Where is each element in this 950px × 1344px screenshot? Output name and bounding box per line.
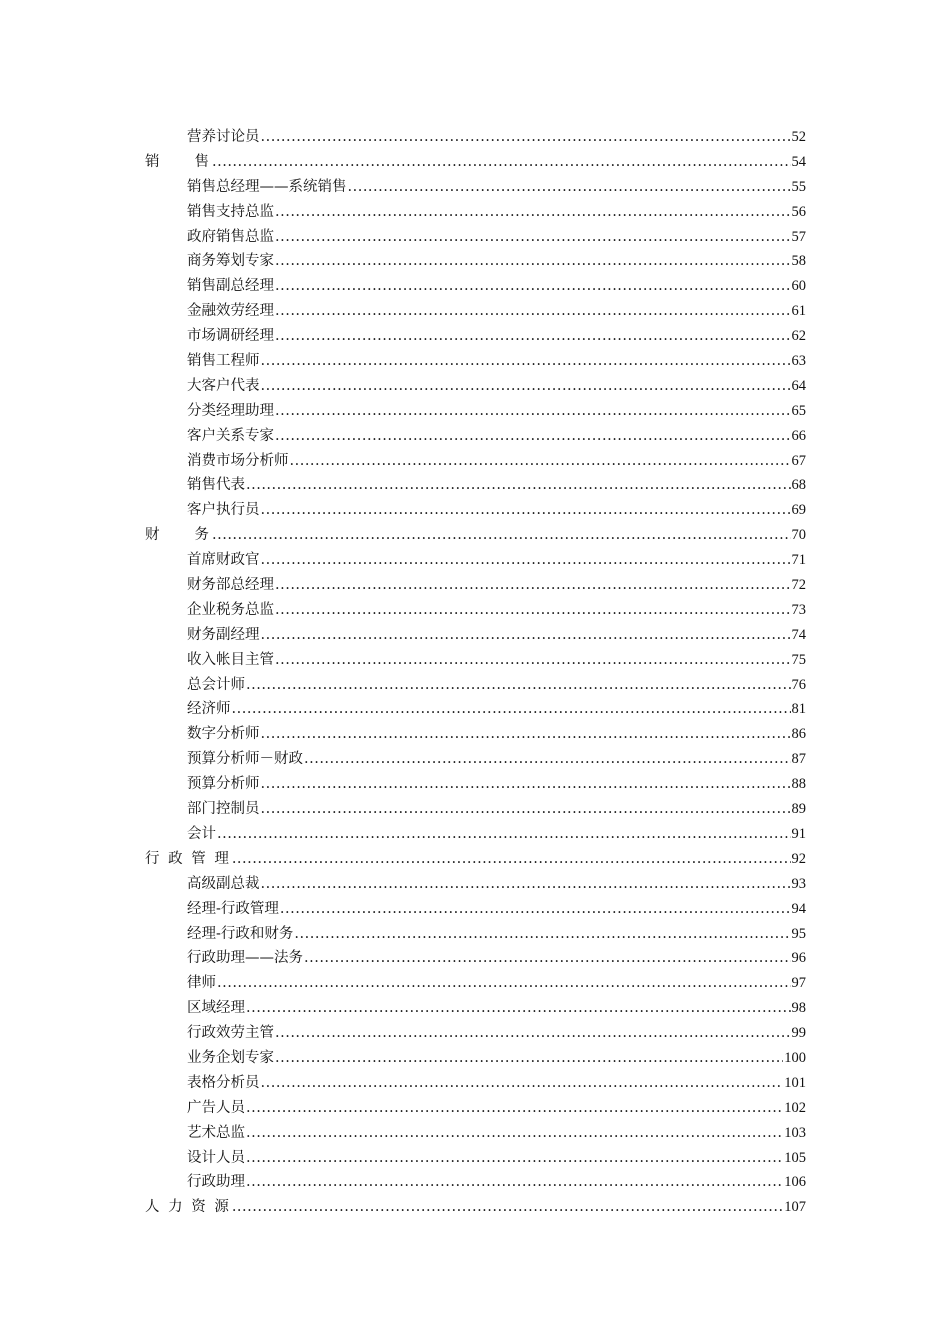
dot-leader (261, 498, 791, 523)
toc-entry[interactable] (145, 697, 806, 722)
toc-page-number: 102 (784, 1099, 806, 1116)
dot-leader (217, 822, 791, 847)
toc-entry-label: 业务企划专家 (187, 1049, 274, 1066)
toc-entry-label: 区域经理 (187, 1000, 245, 1017)
toc-entry-label: 预算分析师 (187, 776, 260, 793)
toc-page-number: 75 (791, 651, 806, 668)
dot-leader (304, 747, 791, 772)
toc-page-number: 74 (791, 626, 806, 643)
toc-entry[interactable] (145, 399, 806, 424)
dot-leader (275, 299, 791, 324)
toc-page-number: 105 (784, 1149, 806, 1166)
dot-leader (246, 996, 791, 1021)
toc-entry-label: 艺术总监 (187, 1124, 245, 1141)
toc-entry-label: 销售支持总监 (187, 203, 274, 220)
toc-entry-label: 人 力 资 源 (145, 1199, 231, 1216)
toc-entry-label: 客户执行员 (187, 502, 260, 519)
toc-entry-label: 经理-行政和财务 (187, 925, 294, 942)
toc-entry[interactable] (145, 225, 806, 250)
toc-entry[interactable] (145, 299, 806, 324)
toc-page-number: 61 (791, 303, 806, 320)
toc-entry-label: 律师 (187, 975, 216, 992)
toc-entry[interactable] (145, 349, 806, 374)
dot-leader (261, 374, 791, 399)
toc-page-number: 72 (791, 577, 806, 594)
toc-entry[interactable] (145, 747, 806, 772)
dot-leader (275, 1021, 791, 1046)
toc-entry[interactable] (145, 797, 806, 822)
toc-entry[interactable] (145, 498, 806, 523)
toc-entry-label: 经济师 (187, 701, 231, 718)
toc-entry-label: 行政助理——法务 (187, 950, 303, 967)
toc-entry[interactable] (145, 1146, 806, 1171)
toc-entry[interactable] (145, 449, 806, 474)
toc-entry-label: 行政助理 (187, 1174, 245, 1191)
toc-page-number: 106 (784, 1174, 806, 1191)
dot-leader (246, 673, 791, 698)
dot-leader (275, 424, 791, 449)
toc-entry-label: 表格分析员 (187, 1074, 260, 1091)
toc-entry[interactable] (145, 872, 806, 897)
toc-entry-label: 营养讨论员 (187, 129, 260, 145)
toc-page-number: 103 (784, 1124, 806, 1141)
dot-leader (232, 697, 791, 722)
toc-entry-label: 销 售 (145, 153, 211, 170)
toc-entry[interactable] (145, 1046, 806, 1071)
dot-leader (261, 1071, 784, 1096)
toc-page-number: 107 (784, 1199, 806, 1216)
dot-leader (275, 249, 791, 274)
toc-entry[interactable] (145, 897, 806, 922)
dot-leader (261, 623, 791, 648)
toc-section-heading[interactable] (145, 150, 806, 175)
toc-entry[interactable] (145, 573, 806, 598)
dot-leader (232, 847, 791, 872)
toc-page-number: 65 (791, 402, 806, 419)
toc-entry-label: 总会计师 (187, 676, 245, 693)
toc-page-number: 70 (791, 527, 806, 544)
toc-entry-label: 企业税务总监 (187, 601, 274, 618)
dot-leader (280, 897, 791, 922)
toc-entry[interactable] (145, 822, 806, 847)
toc-entry-label: 广告人员 (187, 1099, 245, 1116)
toc-entry[interactable] (145, 922, 806, 947)
dot-leader (246, 1121, 783, 1146)
dot-leader (275, 598, 791, 623)
dot-leader (246, 473, 791, 498)
toc-entry-label: 销售代表 (187, 477, 245, 494)
toc-page-number: 64 (791, 377, 806, 394)
dot-leader (275, 200, 791, 225)
toc-entry-label: 设计人员 (187, 1149, 245, 1166)
toc-page-number: 86 (791, 726, 806, 743)
toc-page-number: 99 (791, 1025, 806, 1042)
toc-entry-label: 数字分析师 (187, 726, 260, 743)
dot-leader (246, 1096, 783, 1121)
toc-page-number: 95 (791, 925, 806, 942)
toc-entry-label: 分类经理助理 (187, 402, 274, 419)
toc-page-number: 81 (791, 701, 806, 718)
toc-entry[interactable] (145, 598, 806, 623)
dot-leader (261, 772, 791, 797)
toc-entry-label: 政府销售总监 (187, 228, 274, 245)
toc-page-number: 68 (791, 477, 806, 494)
dot-leader (275, 225, 791, 250)
toc-entry-label: 大客户代表 (187, 377, 260, 394)
toc-page-number: 52 (791, 129, 806, 145)
toc-section-heading[interactable] (145, 523, 806, 548)
toc-page-number: 57 (791, 228, 806, 245)
toc-page-number: 98 (791, 1000, 806, 1017)
toc-entry-label: 高级副总裁 (187, 875, 260, 892)
toc-page-number: 67 (791, 452, 806, 469)
toc-entry-label: 客户关系专家 (187, 427, 274, 444)
toc-page-number: 71 (791, 552, 806, 569)
dot-leader (261, 797, 791, 822)
toc-entry[interactable] (145, 175, 806, 200)
toc-entry-label: 销售副总经理 (187, 278, 274, 295)
toc-entry-label: 财 务 (145, 527, 211, 544)
dot-leader (275, 1046, 783, 1071)
toc-entry-label: 消费市场分析师 (187, 452, 289, 469)
toc-entry[interactable] (145, 722, 806, 747)
dot-leader (261, 349, 791, 374)
dot-leader (275, 274, 791, 299)
dot-leader (217, 971, 791, 996)
toc-entry-label: 收入帐目主管 (187, 651, 274, 668)
toc-entry-label: 销售总经理——系统销售 (187, 178, 347, 195)
toc-page-number: 73 (791, 601, 806, 618)
dot-leader (348, 175, 791, 200)
toc-entry-label: 财务副经理 (187, 626, 260, 643)
toc-section-heading[interactable] (145, 847, 806, 872)
toc-page-number: 100 (784, 1049, 806, 1066)
toc-page-number: 97 (791, 975, 806, 992)
toc-page-number: 69 (791, 502, 806, 519)
toc-entry-label: 市场调研经理 (187, 328, 274, 345)
toc-page-number: 55 (791, 178, 806, 195)
toc-entry[interactable] (145, 946, 806, 971)
toc-entry[interactable] (145, 548, 806, 573)
toc-page-number: 56 (791, 203, 806, 220)
toc-entry-label: 首席财政官 (187, 552, 260, 569)
toc-entry[interactable] (145, 324, 806, 349)
toc-page-number: 58 (791, 253, 806, 270)
toc-entry-label: 财务部总经理 (187, 577, 274, 594)
toc-entry-label: 商务筹划专家 (187, 253, 274, 270)
toc-entry-label: 行政效劳主管 (187, 1025, 274, 1042)
toc-entry-label: 销售工程师 (187, 353, 260, 370)
toc-page-number: 54 (791, 153, 806, 170)
dot-leader (261, 548, 791, 573)
toc-entry-label: 行 政 管 理 (145, 850, 231, 867)
toc-entry-label: 金融效劳经理 (187, 303, 274, 320)
dot-leader (232, 1195, 783, 1220)
dot-leader (290, 449, 791, 474)
toc-entry[interactable] (145, 971, 806, 996)
toc-page-number: 60 (791, 278, 806, 295)
toc-entry-label: 预算分析师－财政 (187, 751, 303, 768)
toc-page-number: 63 (791, 353, 806, 370)
dot-leader (261, 125, 791, 150)
toc-entry[interactable] (145, 424, 806, 449)
toc-entry-label: 会计 (187, 825, 216, 842)
toc-entry[interactable] (145, 473, 806, 498)
dot-leader (261, 872, 791, 897)
toc-entry[interactable] (145, 1096, 806, 1121)
table-of-contents (145, 125, 806, 1220)
toc-page-number: 96 (791, 950, 806, 967)
toc-entry[interactable] (145, 996, 806, 1021)
toc-entry[interactable] (145, 249, 806, 274)
toc-entry[interactable] (145, 200, 806, 225)
dot-leader (294, 922, 790, 947)
toc-entry[interactable] (145, 1170, 806, 1195)
toc-section-heading[interactable] (145, 1195, 806, 1220)
dot-leader (275, 573, 791, 598)
toc-entry[interactable] (145, 1121, 806, 1146)
dot-leader (246, 1146, 783, 1171)
toc-entry[interactable] (145, 673, 806, 698)
toc-page-number: 89 (791, 801, 806, 818)
dot-leader (304, 946, 791, 971)
toc-page-number: 101 (784, 1074, 806, 1091)
toc-page-number: 76 (791, 676, 806, 693)
toc-entry[interactable] (145, 274, 806, 299)
toc-entry-label: 部门控制员 (187, 801, 260, 818)
dot-leader (261, 722, 791, 747)
toc-page-number: 66 (791, 427, 806, 444)
toc-entry[interactable] (145, 623, 806, 648)
toc-page-number: 94 (791, 900, 806, 917)
toc-page-number: 92 (791, 850, 806, 867)
toc-page-number: 93 (791, 875, 806, 892)
toc-page-number: 62 (791, 328, 806, 345)
dot-leader (246, 1170, 783, 1195)
toc-page-number: 87 (791, 751, 806, 768)
toc-entry[interactable] (145, 648, 806, 673)
toc-entry[interactable] (145, 125, 806, 150)
toc-entry[interactable] (145, 1071, 806, 1096)
toc-page-number: 91 (791, 825, 806, 842)
dot-leader (212, 523, 791, 548)
toc-entry[interactable] (145, 374, 806, 399)
toc-page-number: 88 (791, 776, 806, 793)
dot-leader (212, 150, 791, 175)
dot-leader (275, 648, 791, 673)
toc-entry[interactable] (145, 1021, 806, 1046)
dot-leader (275, 399, 791, 424)
dot-leader (275, 324, 791, 349)
toc-entry[interactable] (145, 772, 806, 797)
toc-entry-label: 经理-行政管理 (187, 900, 279, 917)
